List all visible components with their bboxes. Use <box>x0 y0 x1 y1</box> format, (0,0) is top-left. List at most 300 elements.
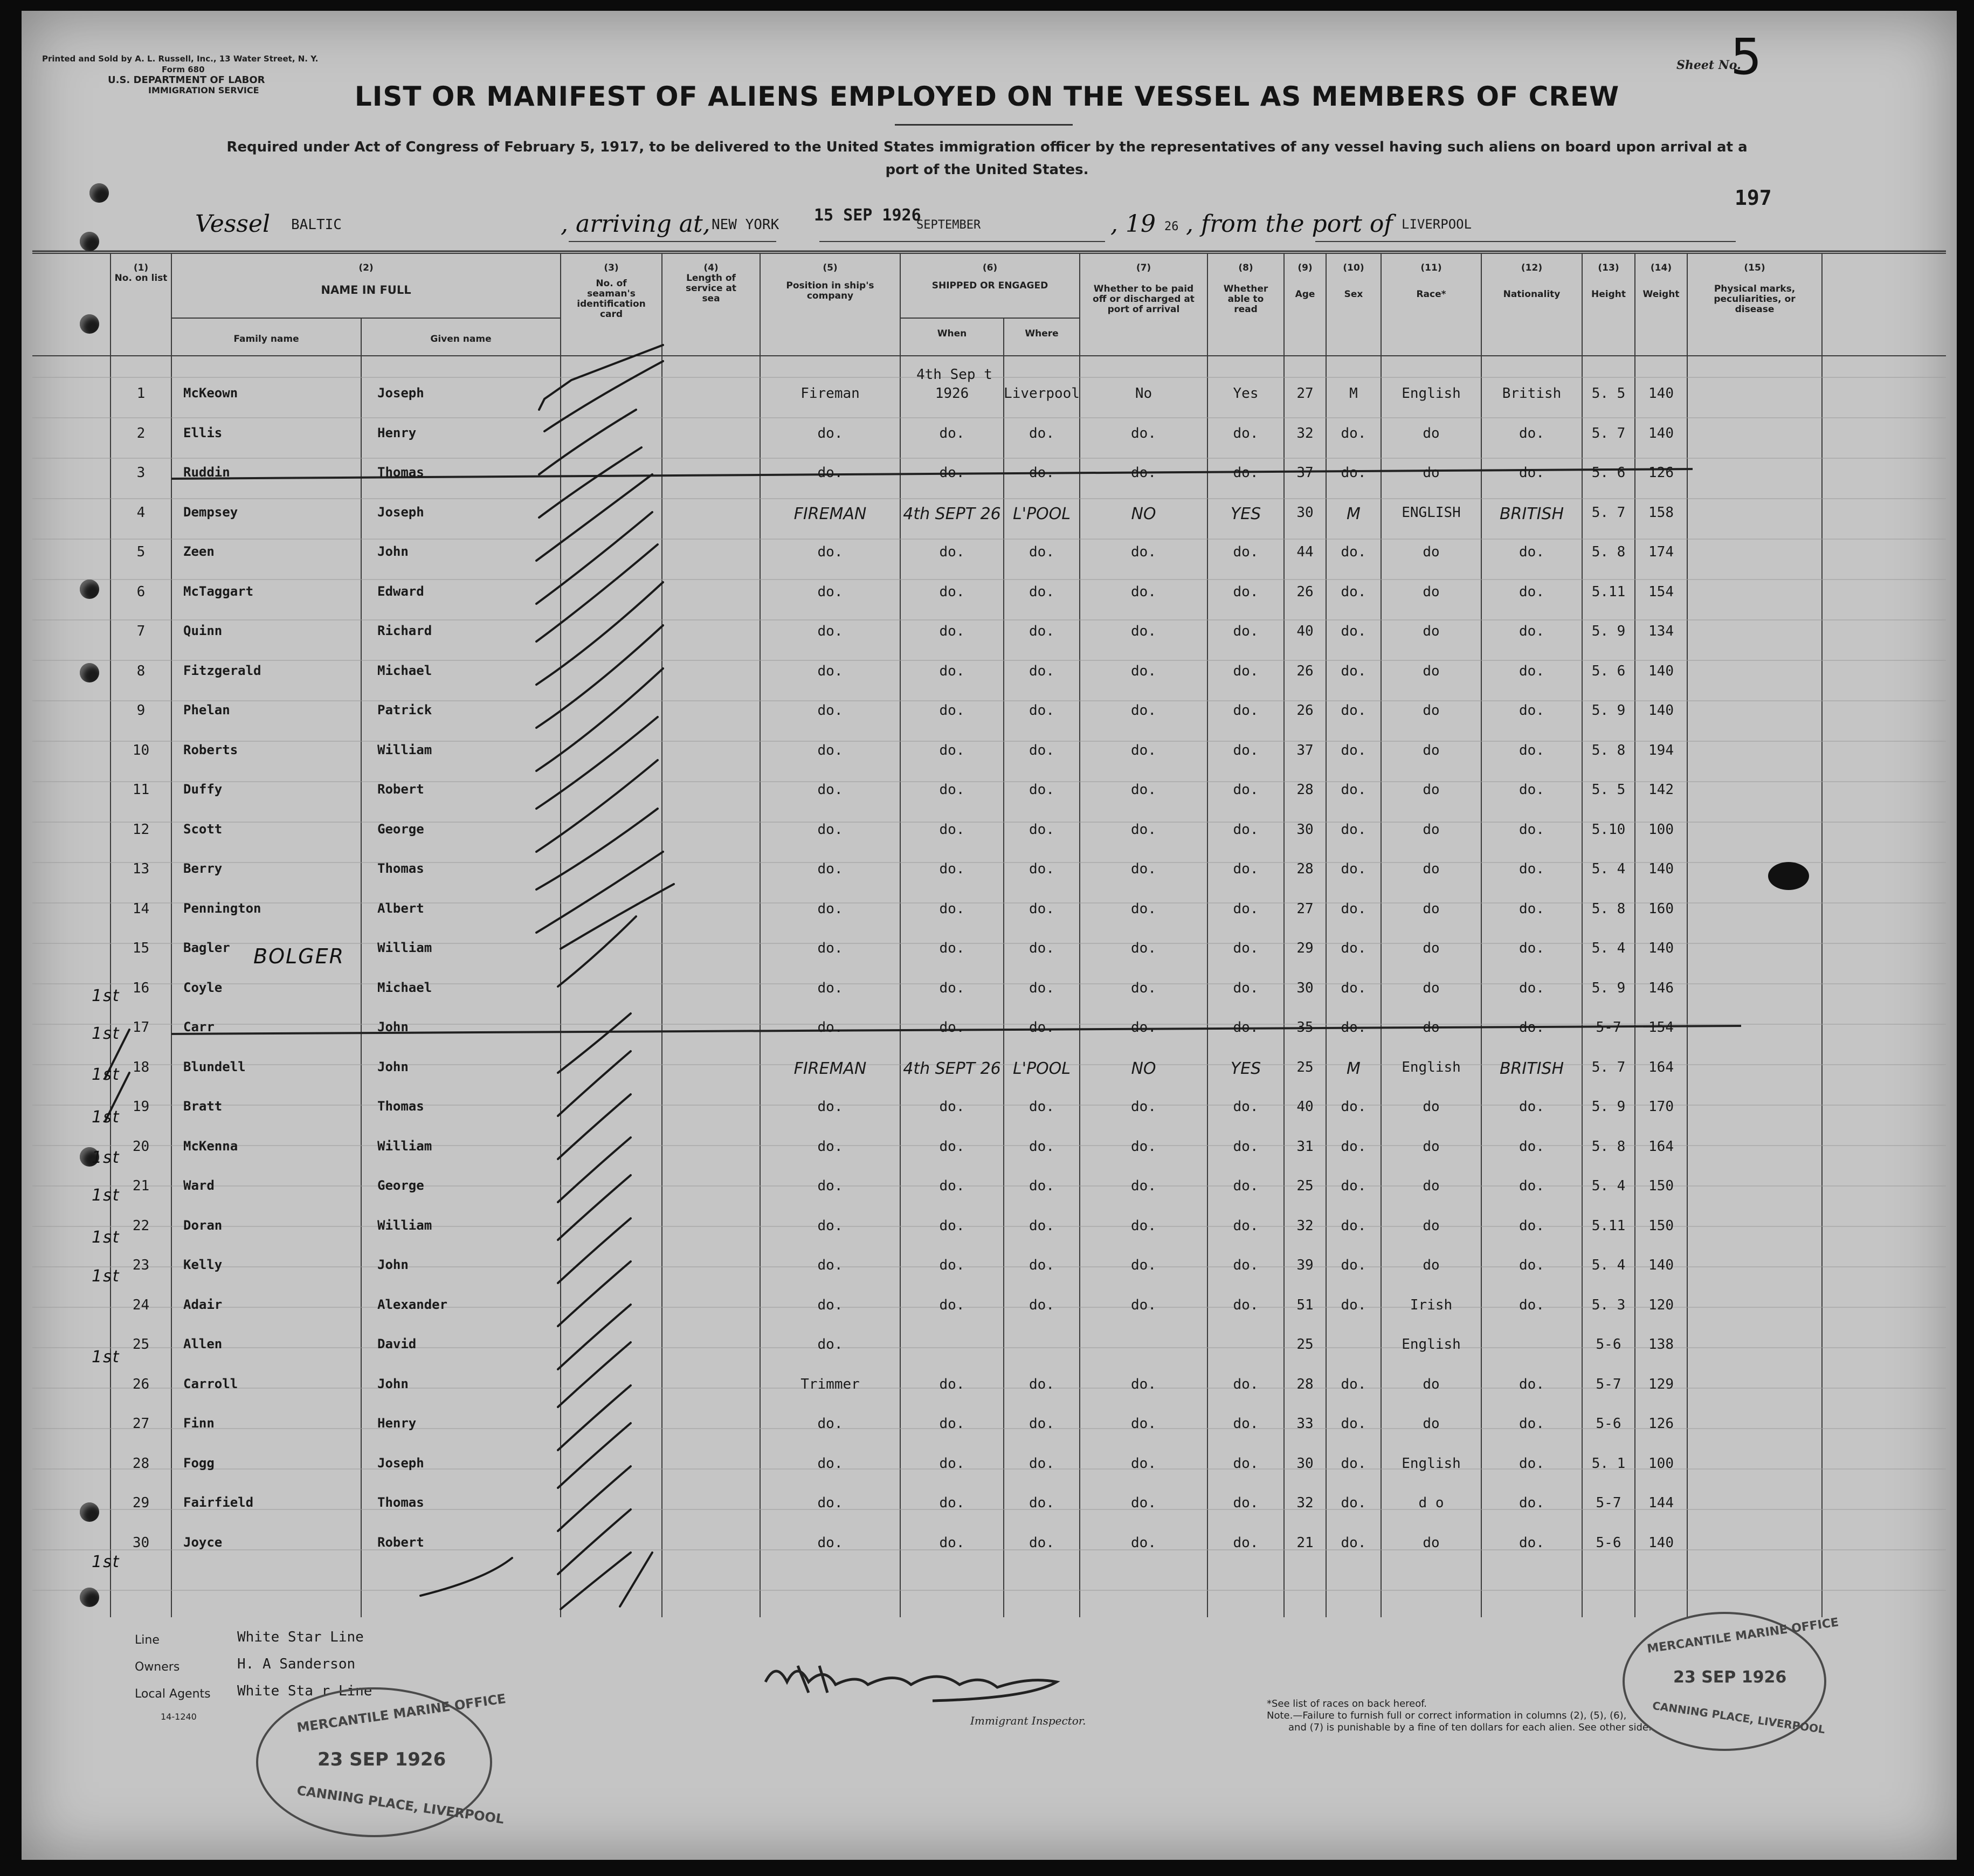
sex-cell: do. <box>1341 861 1366 877</box>
family-name-cell: Dempsey <box>183 504 238 520</box>
race-cell: do <box>1423 465 1440 481</box>
shipped-where-cell: do. <box>1029 900 1054 917</box>
shipped-where-cell: do. <box>1029 663 1054 679</box>
weight-cell: 144 <box>1648 1495 1674 1511</box>
shipped-when-cell: do. <box>939 782 965 798</box>
height-cell: 5. 3 <box>1591 1296 1626 1313</box>
sex-cell: do. <box>1341 425 1366 442</box>
age-cell: 26 <box>1296 583 1314 600</box>
family-name-cell: Coyle <box>183 980 223 995</box>
position-cell: do. <box>817 1099 843 1115</box>
from-port-label: , from the port of <box>1186 210 1393 238</box>
race-cell: do <box>1423 1138 1440 1155</box>
paid-off-cell: do. <box>1131 861 1156 877</box>
height-cell: 5. 4 <box>1591 1257 1626 1273</box>
position-cell: do. <box>817 980 843 996</box>
weight-cell: 164 <box>1648 1059 1674 1075</box>
given-name-cell: Alexander <box>377 1296 448 1312</box>
col-2-header: (2) NAME IN FULL <box>321 263 411 296</box>
age-cell: 39 <box>1296 1257 1314 1273</box>
row-number-cell: 28 <box>132 1455 150 1472</box>
height-cell: 5. 7 <box>1591 504 1626 521</box>
col-15-header: (15) Physical marks, peculiarities, or disease <box>1714 263 1796 315</box>
printer-line: Printed and Sold by A. L. Russell, Inc., 13 Water Street, N. Y. <box>42 54 319 64</box>
nationality-cell: do. <box>1519 1019 1544 1036</box>
nationality-cell: do. <box>1519 782 1544 798</box>
race-cell: do <box>1423 623 1440 639</box>
paid-off-cell: do. <box>1131 1416 1156 1432</box>
able-to-read-cell: YES <box>1230 504 1261 523</box>
nationality-cell: do. <box>1519 544 1544 560</box>
nationality-cell: do. <box>1519 663 1544 679</box>
age-cell: 29 <box>1296 940 1314 956</box>
race-cell: English <box>1402 385 1461 402</box>
age-cell: 26 <box>1296 702 1314 719</box>
paid-off-cell: do. <box>1131 1019 1156 1036</box>
height-cell: 5. 9 <box>1591 1099 1626 1115</box>
age-cell: 30 <box>1296 504 1314 521</box>
position-cell: do. <box>817 1217 843 1234</box>
footnote-penalty-1: Note.—Failure to furnish full or correct information in columns (2), (5), (6), <box>1267 1710 1627 1721</box>
shipped-where-cell: do. <box>1029 1138 1054 1155</box>
nationality-cell: do. <box>1519 1416 1544 1432</box>
nationality-cell: do. <box>1519 861 1544 877</box>
family-name-cell: Joyce <box>183 1534 223 1550</box>
mercantile-marine-office-stamp-2: MERCANTILE MARINE OFFICE 23 SEP 1926 CANNING PLACE, LIVERPOOL <box>1623 1612 1826 1751</box>
row-number-cell: 26 <box>132 1376 150 1392</box>
age-cell: 37 <box>1296 465 1314 481</box>
line-label: Line <box>135 1633 160 1647</box>
age-cell: 25 <box>1296 1336 1314 1353</box>
weight-cell: 154 <box>1648 583 1674 600</box>
paid-off-cell: do. <box>1131 583 1156 600</box>
position-cell: FIREMAN <box>793 504 867 523</box>
paid-off-cell: do. <box>1131 1178 1156 1194</box>
nationality-cell: do. <box>1519 1178 1544 1194</box>
weight-cell: 170 <box>1648 1099 1674 1115</box>
margin-mark: 1st <box>92 1024 120 1043</box>
punch-hole <box>80 314 99 334</box>
sex-cell: do. <box>1341 583 1366 600</box>
family-name-cell: Doran <box>183 1217 223 1233</box>
position-cell: do. <box>817 861 843 877</box>
required-line-2: port of the United States. <box>885 162 1089 178</box>
col-6b-header: Where <box>1025 328 1059 339</box>
race-cell: do <box>1423 1178 1440 1194</box>
handwritten-correction-bolger: BOLGER <box>253 944 345 968</box>
shipped-where-cell: do. <box>1029 465 1054 481</box>
col-13-header: (13) Height <box>1591 263 1626 300</box>
race-cell: do <box>1423 1416 1440 1432</box>
family-name-cell: Kelly <box>183 1257 223 1272</box>
position-cell: do. <box>817 1455 843 1472</box>
margin-mark: 1st <box>92 987 120 1005</box>
punch-hole <box>80 1588 99 1607</box>
height-cell: 5-7 <box>1596 1376 1621 1392</box>
able-to-read-cell: do. <box>1233 1495 1259 1511</box>
family-name-cell: Carroll <box>183 1376 238 1391</box>
shipped-when-cell: do. <box>939 742 965 758</box>
row-number-cell: 6 <box>136 583 146 600</box>
margin-mark: 1st <box>92 1348 120 1367</box>
nationality-cell: British <box>1502 385 1562 402</box>
family-name-cell: Bagler <box>183 940 230 955</box>
nationality-cell: BRITISH <box>1499 1059 1564 1078</box>
age-cell: 32 <box>1296 425 1314 442</box>
age-cell: 32 <box>1296 1217 1314 1234</box>
nationality-cell: do. <box>1519 1376 1544 1392</box>
page-number: 197 <box>1735 186 1772 210</box>
race-cell: do <box>1423 1534 1440 1551</box>
required-line-1: Required under Act of Congress of February 5, 1917, to be delivered to the United States immigration officer by the representatives of any vessel having such aliens on board upon arrival at a <box>226 139 1748 155</box>
sex-cell: do. <box>1341 742 1366 758</box>
sex-cell: do. <box>1341 900 1366 917</box>
position-cell: do. <box>817 1495 843 1511</box>
position-cell: do. <box>817 663 843 679</box>
margin-mark: 1st <box>92 1267 120 1286</box>
form-number: Form 680 <box>162 65 205 74</box>
shipped-where-cell: do. <box>1029 940 1054 956</box>
height-cell: 5. 8 <box>1591 544 1626 560</box>
shipped-where-cell: do. <box>1029 1099 1054 1115</box>
paid-off-cell: do. <box>1131 544 1156 560</box>
row-number-cell: 9 <box>136 702 146 719</box>
col-6a-header: When <box>937 328 967 339</box>
mercantile-marine-office-stamp-1: MERCANTILE MARINE OFFICE 23 SEP 1926 CANNING PLACE, LIVERPOOL <box>256 1687 492 1837</box>
nationality-cell: BRITISH <box>1499 504 1564 523</box>
height-cell: 5. 9 <box>1591 980 1626 996</box>
weight-cell: 140 <box>1648 940 1674 956</box>
race-cell: do <box>1423 1019 1440 1036</box>
row-number-cell: 5 <box>136 544 146 560</box>
owners: H. A Sanderson <box>237 1656 356 1672</box>
family-name-cell: McKenna <box>183 1138 238 1154</box>
family-name-cell: Fairfield <box>183 1495 254 1510</box>
nationality-cell: do. <box>1519 821 1544 838</box>
sex-cell: do. <box>1341 544 1366 560</box>
agents-label: Local Agents <box>135 1687 211 1701</box>
able-to-read-cell: YES <box>1230 1059 1261 1078</box>
race-cell: do <box>1423 900 1440 917</box>
weight-cell: 194 <box>1648 742 1674 758</box>
nationality-cell: do. <box>1519 1257 1544 1273</box>
paid-off-cell: do. <box>1131 980 1156 996</box>
paid-off-cell: No <box>1135 385 1152 402</box>
weight-cell: 140 <box>1648 385 1674 402</box>
arrival-month: SEPTEMBER <box>916 218 981 232</box>
height-cell: 5. 8 <box>1591 742 1626 758</box>
height-cell: 5-6 <box>1596 1534 1621 1551</box>
owners-label: Owners <box>135 1660 180 1674</box>
weight-cell: 140 <box>1648 425 1674 442</box>
given-name-cell: Thomas <box>377 1099 424 1114</box>
col-9-header: (9) Age <box>1295 263 1315 300</box>
position-cell: do. <box>817 1178 843 1194</box>
height-cell: 5. 9 <box>1591 702 1626 719</box>
nationality-cell: do. <box>1519 1099 1544 1115</box>
arrival-date-stamp: 15 SEP 1926 <box>814 206 921 225</box>
position-cell: do. <box>817 1336 843 1353</box>
row-number-cell: 19 <box>132 1099 150 1115</box>
row-number-cell: 4 <box>136 504 146 521</box>
age-cell: 40 <box>1296 623 1314 639</box>
shipped-where-cell: do. <box>1029 623 1054 639</box>
race-cell: Irish <box>1410 1296 1453 1313</box>
sex-cell: do. <box>1341 1099 1366 1115</box>
paid-off-cell: do. <box>1131 623 1156 639</box>
paid-off-cell: NO <box>1131 1059 1156 1078</box>
shipped-where-cell: do. <box>1029 821 1054 838</box>
shipped-where-cell: do. <box>1029 1455 1054 1472</box>
shipped-when-cell: do. <box>939 465 965 481</box>
shipped-when-cell: do. <box>939 544 965 560</box>
margin-mark: 1st <box>92 1108 120 1127</box>
given-name-cell: David <box>377 1336 417 1351</box>
department: U.S. DEPARTMENT OF LABOR <box>108 74 265 86</box>
weight-cell: 164 <box>1648 1138 1674 1155</box>
able-to-read-cell: do. <box>1233 1138 1259 1155</box>
family-name-cell: Phelan <box>183 702 230 718</box>
shipped-where-cell: do. <box>1029 702 1054 719</box>
col-2a-header: Family name <box>233 334 299 344</box>
col-11-header: (11) Race* <box>1416 263 1446 300</box>
sex-cell: M <box>1349 385 1358 402</box>
race-cell: do <box>1423 1257 1440 1273</box>
sex-cell: do. <box>1341 1138 1366 1155</box>
height-cell: 5. 1 <box>1591 1455 1626 1472</box>
given-name-cell: Henry <box>377 425 417 440</box>
height-cell: 5. 5 <box>1591 782 1626 798</box>
shipped-when-cell: do. <box>939 940 965 956</box>
sex-cell: do. <box>1341 1296 1366 1313</box>
punch-hole <box>80 232 99 251</box>
height-cell: 5. 8 <box>1591 1138 1626 1155</box>
col-6-header: (6) SHIPPED OR ENGAGED <box>931 263 1048 291</box>
local-agents: White Sta r Line <box>237 1683 372 1699</box>
col-14-header: (14) Weight <box>1642 263 1680 300</box>
nationality-cell: do. <box>1519 1455 1544 1472</box>
weight-cell: 142 <box>1648 782 1674 798</box>
punch-hole <box>80 1502 99 1522</box>
shipped-when-cell: do. <box>939 583 965 600</box>
row-number-cell: 12 <box>132 821 150 838</box>
family-name-cell: Blundell <box>183 1059 246 1074</box>
arriving-label: , arriving at, <box>561 210 710 238</box>
weight-cell: 140 <box>1648 663 1674 679</box>
paid-off-cell: do. <box>1131 1217 1156 1234</box>
family-name-cell: Quinn <box>183 623 223 638</box>
shipped-where-cell: do. <box>1029 1019 1054 1036</box>
family-name-cell: Finn <box>183 1416 215 1431</box>
paid-off-cell: do. <box>1131 465 1156 481</box>
punch-hole <box>80 663 99 682</box>
margin-mark: 1st <box>92 1065 120 1084</box>
weight-cell: 158 <box>1648 504 1674 521</box>
sheet-label: Sheet No. <box>1676 58 1741 72</box>
height-cell: 5-6 <box>1596 1416 1621 1432</box>
shipped-where-cell: do. <box>1029 1416 1054 1432</box>
sex-cell: do. <box>1341 465 1366 481</box>
age-cell: 40 <box>1296 1099 1314 1115</box>
year-label: , 19 <box>1110 210 1156 238</box>
able-to-read-cell: do. <box>1233 940 1259 956</box>
given-name-cell: John <box>377 1019 409 1034</box>
col-7-header: (7) Whether to be paid off or discharged at port of arrival <box>1093 263 1195 315</box>
nationality-cell: do. <box>1519 1495 1544 1511</box>
row-number-cell: 2 <box>136 425 146 442</box>
row-number-cell: 11 <box>132 782 150 798</box>
family-name-cell: Ruddin <box>183 465 230 480</box>
able-to-read-cell: do. <box>1233 1257 1259 1273</box>
race-cell: ENGLISH <box>1402 504 1461 521</box>
weight-cell: 140 <box>1648 1257 1674 1273</box>
position-cell: do. <box>817 782 843 798</box>
family-name-cell: Ward <box>183 1178 215 1193</box>
paid-off-cell: do. <box>1131 900 1156 917</box>
shipped-where-cell: do. <box>1029 425 1054 442</box>
sex-cell: do. <box>1341 1217 1366 1234</box>
shipped-where-cell: do. <box>1029 1495 1054 1511</box>
race-cell: do <box>1423 940 1440 956</box>
position-cell: do. <box>817 900 843 917</box>
race-cell: do <box>1423 425 1440 442</box>
sex-cell: do. <box>1341 980 1366 996</box>
given-name-cell: William <box>377 940 432 955</box>
able-to-read-cell: do. <box>1233 583 1259 600</box>
col-4-header: (4) Length of service at sea <box>685 263 737 304</box>
shipped-where-cell: do. <box>1029 1257 1054 1273</box>
nationality-cell: do. <box>1519 465 1544 481</box>
paid-off-cell: do. <box>1131 821 1156 838</box>
paid-off-cell: do. <box>1131 425 1156 442</box>
form-code: 14-1240 <box>161 1712 197 1722</box>
able-to-read-cell: do. <box>1233 900 1259 917</box>
sex-cell: M <box>1347 504 1361 523</box>
row-number-cell: 21 <box>132 1178 150 1194</box>
family-name-cell: McTaggart <box>183 583 254 599</box>
nationality-cell: do. <box>1519 742 1544 758</box>
age-cell: 30 <box>1296 980 1314 996</box>
sex-cell: do. <box>1341 702 1366 719</box>
weight-cell: 138 <box>1648 1336 1674 1353</box>
able-to-read-cell: do. <box>1233 1534 1259 1551</box>
family-name-cell: Pennington <box>183 900 261 916</box>
footnote-penalty-2: and (7) is punishable by a fine of ten dollars for each alien. See other side. <box>1288 1722 1652 1733</box>
able-to-read-cell: do. <box>1233 1376 1259 1392</box>
row-number-cell: 17 <box>132 1019 150 1036</box>
position-cell: do. <box>817 425 843 442</box>
weight-cell: 150 <box>1648 1178 1674 1194</box>
weight-cell: 129 <box>1648 1376 1674 1392</box>
given-name-cell: Thomas <box>377 465 424 480</box>
given-name-cell: Robert <box>377 1534 424 1550</box>
sex-cell: do. <box>1341 1178 1366 1194</box>
shipped-where-cell: do. <box>1029 980 1054 996</box>
weight-cell: 134 <box>1648 623 1674 639</box>
height-cell: 5. 8 <box>1591 900 1626 917</box>
able-to-read-cell: do. <box>1233 1416 1259 1432</box>
age-cell: 28 <box>1296 1376 1314 1392</box>
sex-cell: do. <box>1341 1019 1366 1036</box>
nationality-cell: do. <box>1519 940 1544 956</box>
age-cell: 27 <box>1296 900 1314 917</box>
shipped-when-cell: do. <box>939 1099 965 1115</box>
weight-cell: 146 <box>1648 980 1674 996</box>
age-cell: 37 <box>1296 742 1314 758</box>
punch-hole <box>89 183 109 203</box>
able-to-read-cell: do. <box>1233 861 1259 877</box>
shipped-where-cell: do. <box>1029 782 1054 798</box>
weight-cell: 174 <box>1648 544 1674 560</box>
row-number-cell: 16 <box>132 980 150 996</box>
race-cell: do <box>1423 544 1440 560</box>
given-name-cell: Joseph <box>377 504 424 520</box>
shipped-where-cell: Liverpool <box>1004 385 1080 402</box>
shipped-when-cell: 1926 <box>935 385 969 402</box>
height-cell: 5.11 <box>1591 1217 1626 1234</box>
given-name-cell: Joseph <box>377 385 424 401</box>
sex-cell: do. <box>1341 1257 1366 1273</box>
sex-cell: do. <box>1341 821 1366 838</box>
shipping-line: White Star Line <box>237 1629 364 1645</box>
col-12-header: (12) Nationality <box>1503 263 1561 300</box>
family-name-cell: Allen <box>183 1336 223 1351</box>
height-cell: 5.11 <box>1591 583 1626 600</box>
shipped-when-cell: do. <box>939 1257 965 1273</box>
age-cell: 31 <box>1296 1138 1314 1155</box>
able-to-read-cell: do. <box>1233 1217 1259 1234</box>
height-cell: 5-7 <box>1596 1019 1621 1036</box>
inspector-label: Immigrant Inspector. <box>970 1714 1086 1727</box>
paid-off-cell: do. <box>1131 1376 1156 1392</box>
race-cell: English <box>1402 1455 1461 1472</box>
position-cell: do. <box>817 583 843 600</box>
given-name-cell: George <box>377 821 424 837</box>
shipped-where-cell: do. <box>1029 1217 1054 1234</box>
family-name-cell: Zeen <box>183 544 215 559</box>
race-cell: do <box>1423 1217 1440 1234</box>
family-name-cell: Berry <box>183 861 223 876</box>
sex-cell: do. <box>1341 940 1366 956</box>
family-name-cell: Roberts <box>183 742 238 757</box>
able-to-read-cell: do. <box>1233 623 1259 639</box>
shipped-when-cell: do. <box>939 821 965 838</box>
able-to-read-cell: do. <box>1233 742 1259 758</box>
able-to-read-cell: do. <box>1233 782 1259 798</box>
paid-off-cell: do. <box>1131 1495 1156 1511</box>
margin-mark: 1st <box>92 1553 120 1571</box>
age-cell: 25 <box>1296 1059 1314 1075</box>
row-number-cell: 27 <box>132 1416 150 1432</box>
height-cell: 5. 6 <box>1591 663 1626 679</box>
sheet-number: 5 <box>1730 28 1762 86</box>
col-2b-header: Given name <box>430 334 492 344</box>
height-cell: 5. 4 <box>1591 1178 1626 1194</box>
shipped-when-cell: do. <box>939 1138 965 1155</box>
paid-off-cell: do. <box>1131 742 1156 758</box>
sex-cell: do. <box>1341 663 1366 679</box>
sex-cell: do. <box>1341 1416 1366 1432</box>
able-to-read-cell: do. <box>1233 663 1259 679</box>
family-name-cell: Carr <box>183 1019 215 1034</box>
weight-cell: 154 <box>1648 1019 1674 1036</box>
position-cell: FIREMAN <box>793 1059 867 1078</box>
paid-off-cell: do. <box>1131 1455 1156 1472</box>
shipped-where-cell: do. <box>1029 1534 1054 1551</box>
given-name-cell: Michael <box>377 980 432 995</box>
weight-cell: 126 <box>1648 1416 1674 1432</box>
able-to-read-cell: do. <box>1233 1099 1259 1115</box>
